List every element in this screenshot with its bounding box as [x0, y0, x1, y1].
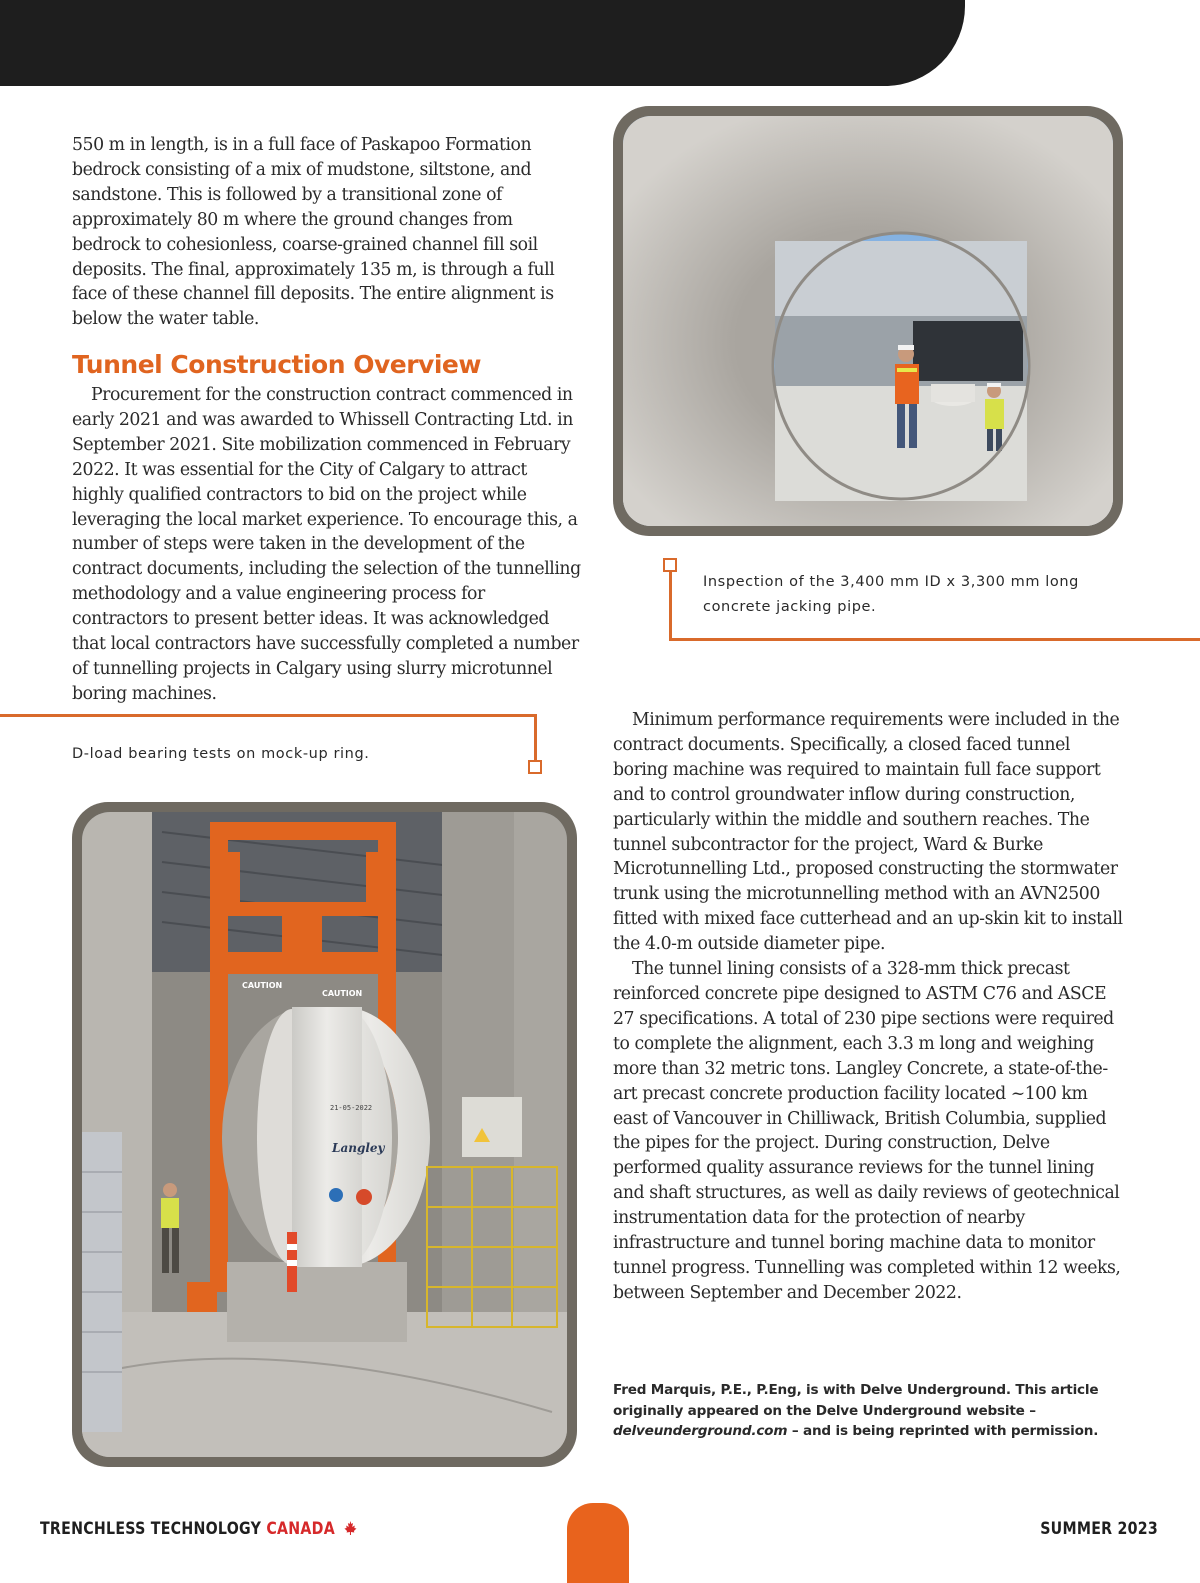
- article-column-right: [613, 708, 1123, 1306]
- performance-paragraph: Minimum performance requirements were included in the contract documents. Specifically, a closed faced tunnel boring machine was required to maintain full face support and to control groundwater inflow during construction, particularly within the middle and southern reaches. The tunnel subcontractor for the project, Ward & Burke Microtunnelling Ltd., proposed constructing the stormwater trunk using the microtunnelling method with an AVN2500 fitted with mixed face cutterhead and an up-skin kit to install the 4.0-m outside diameter pipe.: [613, 710, 1123, 955]
- ring-brand-label: Langley: [332, 1141, 385, 1155]
- material-stack: [82, 1132, 122, 1432]
- caption-divider: [0, 714, 537, 717]
- article-column-left-bottom: [72, 383, 582, 707]
- caution-sign-right: CAUTION: [322, 989, 363, 998]
- pipe-inspection-illustration: [623, 116, 1113, 526]
- caption-divider: [534, 714, 537, 762]
- electrical-box: [462, 1097, 522, 1157]
- d-load-test-illustration: [82, 812, 567, 1457]
- pipe-inspection-photo: [623, 116, 1113, 526]
- pipe-inspection-caption: Inspection of the 3,400 mm ID x 3,300 mm long concrete jacking pipe.: [703, 574, 1079, 615]
- procurement-paragraph: Procurement for the construction contract commenced in early 2021 and was awarded to Whissell Contracting Ltd. in September 2021. Site mobilization commenced in February 2022. It was essential for the City of Calgary to attract highly qualified contractors to bid on the project while leveraging the local market experience. To encourage this, a number of steps were taken in the development of the contract documents, including the selection of the tunnelling methodology and a value engineering process for contractors to present better ideas. It was acknowledged that local contractors have successfully completed a number of tunnelling projects in Calgary using slurry microtunnel boring machines.: [72, 385, 581, 704]
- pipe-inspection-photo-frame: [613, 106, 1123, 536]
- footer-publication-name: [40, 1519, 357, 1540]
- publication-accent: CANADA: [266, 1519, 335, 1538]
- caption-marker: [663, 558, 677, 572]
- author-website-link[interactable]: delveunderground.com: [613, 1423, 788, 1439]
- concrete-test-ring: [222, 1007, 430, 1267]
- caption-divider: [669, 572, 672, 640]
- footer-issue: SUMMER 2023: [1040, 1519, 1158, 1538]
- intro-paragraph: 550 m in length, is in a full face of Paskapoo Formation bedrock consisting of a mix of mudstone, siltstone, and sandstone. This is followed by a transitional zone of approximately 80 m where the ground changes from bedrock to cohesionless, coarse-grained channel fill soil deposits. The final, approximately 135 m, is through a full face of these channel fill deposits. The entire alignment is below the water table.: [72, 135, 555, 330]
- page-number-tab: [567, 1503, 629, 1583]
- d-load-test-photo: [82, 812, 567, 1457]
- caption-divider: [669, 638, 1200, 641]
- publication-name: TRENCHLESS TECHNOLOGY: [40, 1519, 262, 1538]
- article-column-left-top: [72, 133, 582, 332]
- d-load-test-caption: D-load bearing tests on mock-up ring.: [72, 746, 370, 762]
- caution-sign-left: CAUTION: [242, 981, 283, 990]
- section-heading: Tunnel Construction Overview: [72, 350, 481, 379]
- lining-paragraph: The tunnel lining consists of a 328-mm thick precast reinforced concrete pipe designed to ASTM C76 and ASCE 27 specifications. A total of 230 pipe sections were required to complete the alignment, each 3.3 m long and weighing more than 32 metric tons. Langley Concrete, a state-of-the-art precast concrete production facility located ~100 km east of Vancouver in Chilliwack, British Columbia, supplied the pipes for the project. During construction, Delve performed quality assurance reviews for the tunnel lining and shaft structures, as well as daily reviews of geotechnical instrumentation data for the protection of nearby infrastructure and tunnel boring machine data to monitor tunnel progress. Tunnelling was completed within 12 weeks, between September and December 2022.: [613, 959, 1121, 1303]
- author-note: [613, 1380, 1113, 1442]
- ring-date-label: 21-05-2022: [330, 1104, 373, 1112]
- d-load-test-photo-frame: [72, 802, 577, 1467]
- maple-leaf-icon: [344, 1520, 358, 1540]
- top-banner: [0, 0, 965, 86]
- caption-marker: [528, 760, 542, 774]
- author-note-text-end: – and is being reprinted with permission.: [791, 1423, 1099, 1439]
- author-note-text: Fred Marquis, P.E., P.Eng, is with Delve Underground. This article originally appeared on the Delve Underground website –: [613, 1382, 1099, 1419]
- traffic-cone: [287, 1232, 297, 1292]
